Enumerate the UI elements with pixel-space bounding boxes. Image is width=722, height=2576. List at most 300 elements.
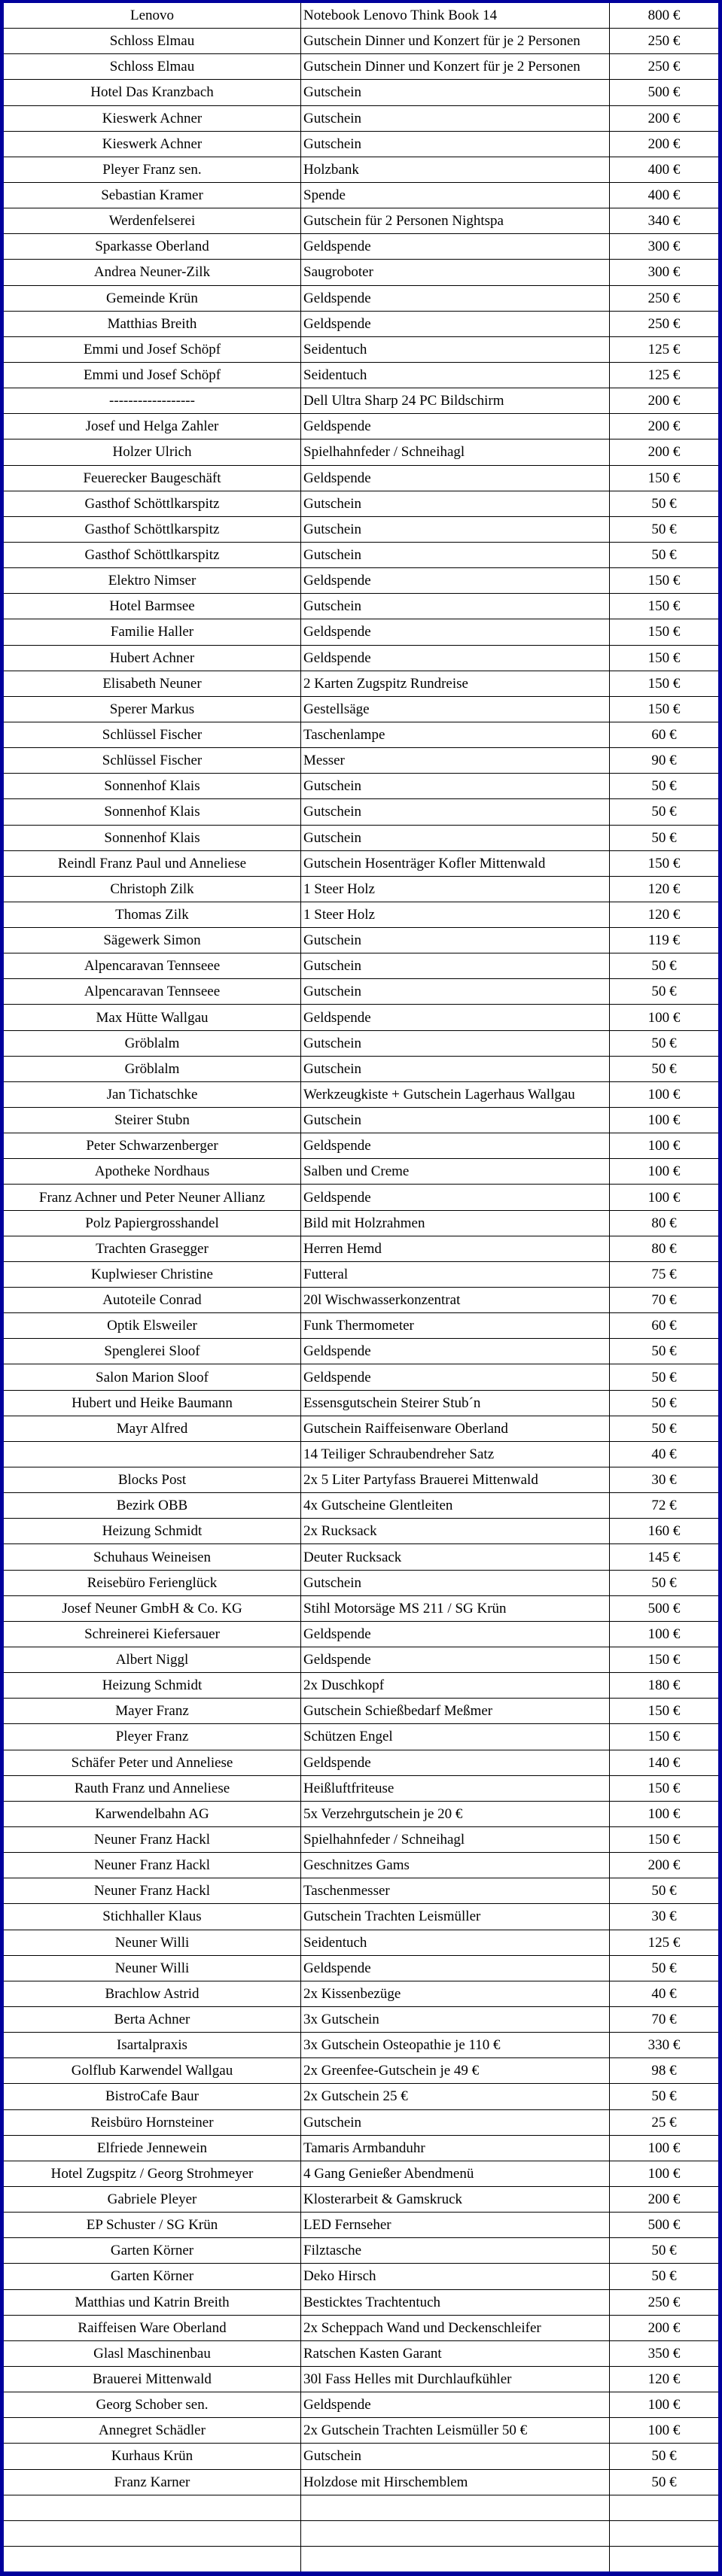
donor-cell: Sebastian Kramer [4, 183, 301, 208]
donor-cell [4, 2521, 301, 2546]
donor-cell: Schloss Elmau [4, 29, 301, 53]
value-cell: 150 € [647, 649, 681, 666]
donor-cell: Thomas Zilk [4, 902, 301, 927]
table-row [4, 414, 718, 439]
item-cell: Gutschein [301, 517, 610, 542]
donor-cell: Franz Achner und Peter Neuner Allianz [4, 1185, 301, 1209]
donor-cell: Sperer Markus [4, 697, 301, 722]
donor-cell: Alpencaravan Tennseee [4, 979, 301, 1004]
item-cell: Geldspende [301, 234, 610, 259]
donor-cell: Schloss Elmau [4, 54, 301, 79]
item-cell: Gutschein [301, 799, 610, 824]
value-cell: 150 € [647, 624, 681, 640]
value-cell: 150 € [647, 1832, 681, 1848]
table-row [4, 260, 718, 285]
table-row [4, 2058, 718, 2084]
value-cell: 70 € [651, 2012, 677, 2028]
item-cell: Spende [301, 183, 610, 208]
donor-cell: Sonnenhof Klais [4, 799, 301, 824]
donor-cell: Emmi und Josef Schöpf [4, 337, 301, 362]
item-cell: Saugroboter [301, 260, 610, 284]
table-row [4, 722, 718, 748]
value-cell [610, 2521, 718, 2546]
item-cell: Stihl Motorsäge MS 211 / SG Krün [301, 1596, 610, 1621]
item-cell: Geldspende [301, 1622, 610, 1647]
table-row [4, 1622, 718, 1647]
item-cell: 20l Wischwasserkonzentrat [301, 1288, 610, 1312]
table-row [4, 2136, 718, 2161]
value-cell: 50 € [651, 2088, 677, 2105]
value-cell: 150 € [647, 675, 681, 692]
item-cell: Gutschein [301, 1571, 610, 1595]
value-cell: 90 € [651, 753, 677, 769]
value-cell: 500 € [647, 1600, 681, 1616]
table-row [4, 2444, 718, 2469]
value-cell: 250 € [647, 33, 681, 50]
table-row [4, 2521, 718, 2547]
item-cell: Deko Hirsch [301, 2264, 610, 2289]
table-row [4, 1082, 718, 1108]
item-cell: Seidentuch [301, 363, 610, 388]
table-row [4, 1159, 718, 1185]
value-cell: 50 € [651, 1883, 677, 1899]
item-cell: Gutschein Raiffeisenware Oberland [301, 1416, 610, 1441]
donor-cell: Matthias und Katrin Breith [4, 2290, 301, 2315]
donor-cell: Max Hütte Wallgau [4, 1005, 301, 1029]
value-cell: 50 € [651, 2474, 677, 2490]
donor-cell: Mayr Alfred [4, 1416, 301, 1441]
donor-cell: Albert Niggl [4, 1647, 301, 1672]
donor-cell: Isartalpraxis [4, 2033, 301, 2057]
value-cell: 120 € [647, 880, 681, 897]
table-row [4, 1364, 718, 1390]
item-cell: 2x Greenfee-Gutschein je 49 € [301, 2058, 610, 2083]
table-row [4, 517, 718, 543]
donor-cell: Sonnenhof Klais [4, 774, 301, 798]
item-cell: 4x Gutscheine Glentleiten [301, 1493, 610, 1518]
value-cell: 50 € [651, 1343, 677, 1360]
donor-cell: Georg Schober sen. [4, 2392, 301, 2417]
value-cell: 30 € [651, 1472, 677, 1489]
value-cell: 300 € [647, 239, 681, 255]
donor-cell: Sägewerk Simon [4, 928, 301, 953]
value-cell: 150 € [647, 598, 681, 615]
table-row [4, 312, 718, 337]
value-cell: 50 € [651, 1420, 677, 1437]
item-cell: 2x Rucksack [301, 1519, 610, 1543]
table-row [4, 619, 718, 645]
donor-cell: Gröblalm [4, 1057, 301, 1081]
donor-cell: Emmi und Josef Schöpf [4, 363, 301, 388]
item-cell: LED Fernseher [301, 2213, 610, 2237]
table-row [4, 748, 718, 774]
table-row [4, 1544, 718, 1570]
table-row [4, 132, 718, 157]
table-row [4, 157, 718, 183]
item-cell: 4 Gang Genießer Abendmenü [301, 2161, 610, 2186]
item-cell: Gutschein [301, 1057, 610, 1081]
item-cell [301, 2495, 610, 2520]
value-cell: 150 € [647, 1729, 681, 1745]
table-row [4, 2316, 718, 2341]
table-row [4, 1853, 718, 1878]
donor-cell: Gröblalm [4, 1031, 301, 1056]
item-cell: Gutschein [301, 774, 610, 798]
item-cell: Bild mit Holzrahmen [301, 1211, 610, 1236]
item-cell: Geldspende [301, 466, 610, 491]
table-row [4, 2187, 718, 2213]
table-row [4, 337, 718, 363]
value-cell: 150 € [647, 470, 681, 486]
item-cell: Heißluftfriteuse [301, 1776, 610, 1801]
table-row [4, 568, 718, 594]
table-row [4, 1236, 718, 1262]
table-row [4, 466, 718, 491]
value-cell: 75 € [651, 1266, 677, 1282]
value-cell: 250 € [647, 290, 681, 306]
table-row [4, 2213, 718, 2238]
donor-cell: Franz Karner [4, 2470, 301, 2495]
donor-cell: Holzer Ulrich [4, 439, 301, 464]
value-cell: 100 € [647, 2140, 681, 2156]
value-cell: 200 € [647, 2319, 681, 2336]
donor-cell: Reisebüro Ferienglück [4, 1571, 301, 1595]
item-cell: Messer [301, 748, 610, 773]
item-cell: Seidentuch [301, 1930, 610, 1955]
item-cell: 30l Fass Helles mit Durchlaufkühler [301, 2367, 610, 2392]
item-cell: Gutschein [301, 594, 610, 619]
donor-cell: Jan Tichatschke [4, 1082, 301, 1107]
table-row [4, 80, 718, 105]
item-cell: Gutschein [301, 80, 610, 105]
donor-cell: Schäfer Peter und Anneliese [4, 1750, 301, 1775]
value-cell: 50 € [651, 547, 677, 564]
donor-cell: Feuerecker Baugeschäft [4, 466, 301, 491]
value-cell: 200 € [647, 135, 681, 152]
donor-cell: Trachten Grasegger [4, 1236, 301, 1261]
item-cell: Geschnitzes Gams [301, 1853, 610, 1878]
table-row [4, 1776, 718, 1802]
donor-cell [4, 2495, 301, 2520]
table-row [4, 2033, 718, 2058]
item-cell: Gutschein [301, 132, 610, 157]
table-row [4, 928, 718, 953]
donor-cell: Raiffeisen Ware Oberland [4, 2316, 301, 2340]
donor-cell: Hotel Das Kranzbach [4, 80, 301, 105]
table-row [4, 2341, 718, 2367]
value-cell: 100 € [647, 2165, 681, 2182]
donor-cell: Autoteile Conrad [4, 1288, 301, 1312]
value-cell: 60 € [651, 1318, 677, 1334]
value-cell: 100 € [647, 2397, 681, 2413]
value-cell: 150 € [647, 701, 681, 717]
table-row [4, 979, 718, 1005]
donor-cell: Hotel Zugspitz / Georg Strohmeyer [4, 2161, 301, 2186]
item-cell: Geldspende [301, 2392, 610, 2417]
donor-cell: Annegret Schädler [4, 2418, 301, 2443]
value-cell: 250 € [647, 59, 681, 75]
donor-cell: Glasl Maschinenbau [4, 2341, 301, 2366]
value-cell: 150 € [647, 573, 681, 589]
donor-cell: Garten Körner [4, 2264, 301, 2289]
value-cell: 150 € [647, 1780, 681, 1796]
donor-cell: Familie Haller [4, 619, 301, 644]
donor-cell: Gemeinde Krün [4, 286, 301, 311]
value-cell: 125 € [647, 367, 681, 384]
value-cell: 200 € [647, 110, 681, 126]
item-cell: Spielhahnfeder / Schneihagl [301, 439, 610, 464]
table-row [4, 2547, 718, 2571]
donor-cell: Golflub Karwendel Wallgau [4, 2058, 301, 2083]
item-cell: Gestellsäge [301, 697, 610, 722]
value-cell: 200 € [647, 418, 681, 435]
donor-cell: Mayer Franz [4, 1699, 301, 1723]
donor-cell: Karwendelbahn AG [4, 1802, 301, 1826]
donor-cell: Neuner Willi [4, 1956, 301, 1981]
table-row [4, 1288, 718, 1313]
item-cell: 2x Gutschein 25 € [301, 2084, 610, 2109]
item-cell: Geldspende [301, 414, 610, 439]
item-cell: Seidentuch [301, 337, 610, 362]
table-row [4, 1673, 718, 1699]
item-cell: Gutschein [301, 953, 610, 978]
donor-cell: Josef und Helga Zahler [4, 414, 301, 439]
table-row [4, 2392, 718, 2418]
table-row [4, 2161, 718, 2187]
table-row [4, 183, 718, 208]
table-row [4, 1493, 718, 1519]
donor-cell: Reindl Franz Paul und Anneliese [4, 851, 301, 876]
donor-cell: Brauerei Mittenwald [4, 2367, 301, 2392]
value-cell: 125 € [647, 1934, 681, 1951]
value-cell: 100 € [647, 1626, 681, 1642]
item-cell: Gutschein für 2 Personen Nightspa [301, 208, 610, 233]
donor-cell: Alpencaravan Tennseee [4, 953, 301, 978]
table-row [4, 2264, 718, 2289]
donor-cell: Heizung Schmidt [4, 1673, 301, 1698]
donor-cell: Hubert und Heike Baumann [4, 1391, 301, 1416]
table-row [4, 877, 718, 902]
donor-cell: Schlüssel Fischer [4, 748, 301, 773]
value-cell: 50 € [651, 2268, 677, 2285]
table-row [4, 106, 718, 132]
table-row [4, 1827, 718, 1853]
item-cell: Dell Ultra Sharp 24 PC Bildschirm [301, 388, 610, 413]
donor-cell: Salon Marion Sloof [4, 1364, 301, 1389]
donor-cell: ------------------ [4, 388, 301, 413]
item-cell: Gutschein [301, 106, 610, 131]
donor-cell: Gasthof Schöttlkarspitz [4, 517, 301, 542]
value-cell: 100 € [647, 1189, 681, 1206]
value-cell: 200 € [647, 2191, 681, 2208]
value-cell: 25 € [651, 2114, 677, 2130]
value-cell: 200 € [647, 1857, 681, 1874]
value-cell: 500 € [647, 2217, 681, 2234]
value-cell: 100 € [647, 1805, 681, 1822]
item-cell: Salben und Creme [301, 1159, 610, 1184]
item-cell: Geldspende [301, 619, 610, 644]
table-row [4, 543, 718, 568]
value-cell: 40 € [651, 1446, 677, 1462]
donor-cell: Elisabeth Neuner [4, 671, 301, 696]
item-cell: Gutschein [301, 2444, 610, 2468]
table-row [4, 1904, 718, 1930]
item-cell: Holzbank [301, 157, 610, 182]
value-cell: 50 € [651, 1960, 677, 1976]
donor-cell: Polz Papiergrosshandel [4, 1211, 301, 1236]
table-row [4, 594, 718, 619]
table-row [4, 1211, 718, 1236]
value-cell: 500 € [647, 84, 681, 101]
item-cell: Notebook Lenovo Think Book 14 [301, 3, 610, 28]
item-cell: Geldspende [301, 1133, 610, 1158]
donor-cell: Blocks Post [4, 1467, 301, 1492]
table-row [4, 1930, 718, 1956]
table-row [4, 1750, 718, 1776]
donor-cell: Neuner Franz Hackl [4, 1853, 301, 1878]
value-cell: 100 € [647, 1112, 681, 1129]
value-cell: 50 € [651, 829, 677, 846]
value-cell: 250 € [647, 2294, 681, 2310]
item-cell: Geldspende [301, 1647, 610, 1672]
table-row [4, 1699, 718, 1724]
value-cell: 100 € [647, 1163, 681, 1180]
table-row [4, 799, 718, 825]
value-cell: 150 € [647, 1652, 681, 1668]
donor-cell: Elfriede Jennewein [4, 2136, 301, 2161]
value-cell: 180 € [647, 1677, 681, 1694]
table-row [4, 697, 718, 722]
item-cell: 1 Steer Holz [301, 902, 610, 927]
item-cell [301, 2521, 610, 2546]
table-row [4, 1313, 718, 1339]
table-row [4, 3, 718, 29]
item-cell: Gutschein [301, 826, 610, 850]
item-cell [301, 2547, 610, 2571]
table-row [4, 1416, 718, 1442]
item-cell: 3x Gutschein Osteopathie je 110 € [301, 2033, 610, 2057]
item-cell: 3x Gutschein [301, 2007, 610, 2032]
value-cell [610, 2495, 718, 2520]
table-row [4, 29, 718, 54]
item-cell: 2x Duschkopf [301, 1673, 610, 1698]
value-cell: 400 € [647, 161, 681, 178]
item-cell: Ratschen Kasten Garant [301, 2341, 610, 2366]
table-row [4, 54, 718, 80]
table-row [4, 439, 718, 465]
item-cell: 2x Scheppach Wand und Deckenschleifer [301, 2316, 610, 2340]
table-row [4, 1262, 718, 1288]
item-cell: Geldspende [301, 286, 610, 311]
value-cell: 80 € [651, 1215, 677, 1231]
value-cell: 50 € [651, 495, 677, 512]
table-row [4, 671, 718, 697]
value-cell: 100 € [647, 1086, 681, 1102]
table-row [4, 1391, 718, 1416]
item-cell: Geldspende [301, 646, 610, 671]
value-cell: 40 € [651, 1985, 677, 2002]
item-cell: Geldspende [301, 1364, 610, 1389]
item-cell: Taschenmesser [301, 1878, 610, 1903]
item-cell: Werkzeugkiste + Gutschein Lagerhaus Wallgau [301, 1082, 610, 1107]
donor-cell: Matthias Breith [4, 312, 301, 336]
item-cell: Gutschein [301, 2110, 610, 2135]
donor-cell: Josef Neuner GmbH & Co. KG [4, 1596, 301, 1621]
donor-cell: Elektro Nimser [4, 568, 301, 593]
item-cell: Gutschein Hosenträger Kofler Mittenwald [301, 851, 610, 876]
donor-cell: Schuhaus Weineisen [4, 1544, 301, 1569]
donor-cell: Stichhaller Klaus [4, 1904, 301, 1929]
item-cell: Gutschein Dinner und Konzert für je 2 Personen [301, 29, 610, 53]
value-cell: 50 € [651, 984, 677, 1000]
donor-cell: Kieswerk Achner [4, 106, 301, 131]
table-row [4, 2084, 718, 2109]
donor-cell: Brachlow Astrid [4, 1981, 301, 2006]
donor-cell: Werdenfelserei [4, 208, 301, 233]
table-row [4, 1878, 718, 1904]
table-row [4, 2007, 718, 2033]
table-row [4, 491, 718, 517]
value-cell: 100 € [647, 1138, 681, 1154]
donation-table-body [4, 3, 718, 2571]
donor-cell: Spenglerei Sloof [4, 1339, 301, 1364]
item-cell: Holzdose mit Hirschemblem [301, 2470, 610, 2495]
table-row [4, 1339, 718, 1364]
donor-cell: Sparkasse Oberland [4, 234, 301, 259]
value-cell: 50 € [651, 1394, 677, 1411]
table-row [4, 902, 718, 928]
item-cell: Taschenlampe [301, 722, 610, 747]
table-row [4, 774, 718, 799]
value-cell: 50 € [651, 2243, 677, 2259]
value-cell: 250 € [647, 315, 681, 332]
value-cell: 50 € [651, 2448, 677, 2465]
value-cell: 125 € [647, 341, 681, 357]
donor-cell: Kurhaus Krün [4, 2444, 301, 2468]
item-cell: 2 Karten Zugspitz Rundreise [301, 671, 610, 696]
table-row [4, 1724, 718, 1750]
value-cell: 50 € [651, 1035, 677, 1051]
donor-cell: Steirer Stubn [4, 1108, 301, 1133]
value-cell: 119 € [647, 932, 681, 949]
item-cell: Gutschein [301, 928, 610, 953]
item-cell: Gutschein [301, 1031, 610, 1056]
table-row [4, 1442, 718, 1467]
value-cell: 200 € [647, 393, 681, 409]
table-row [4, 286, 718, 312]
donor-cell: Schreinerei Kiefersauer [4, 1622, 301, 1647]
item-cell: Tamaris Armbanduhr [301, 2136, 610, 2161]
donor-cell: Lenovo [4, 3, 301, 28]
value-cell: 50 € [651, 1574, 677, 1591]
table-row [4, 1031, 718, 1057]
table-row [4, 1519, 718, 1544]
donor-cell: Reisbüro Hornsteiner [4, 2110, 301, 2135]
value-cell: 400 € [647, 187, 681, 204]
donor-cell: EP Schuster / SG Krün [4, 2213, 301, 2237]
donor-cell: Neuner Franz Hackl [4, 1878, 301, 1903]
value-cell: 50 € [651, 1060, 677, 1077]
table-row [4, 1005, 718, 1030]
donor-cell: Apotheke Nordhaus [4, 1159, 301, 1184]
donor-cell [4, 1442, 301, 1467]
value-cell: 50 € [651, 521, 677, 537]
item-cell: Geldspende [301, 1750, 610, 1775]
value-cell: 80 € [651, 1240, 677, 1257]
value-cell: 50 € [651, 778, 677, 795]
value-cell: 30 € [651, 1908, 677, 1925]
donor-cell: Berta Achner [4, 2007, 301, 2032]
